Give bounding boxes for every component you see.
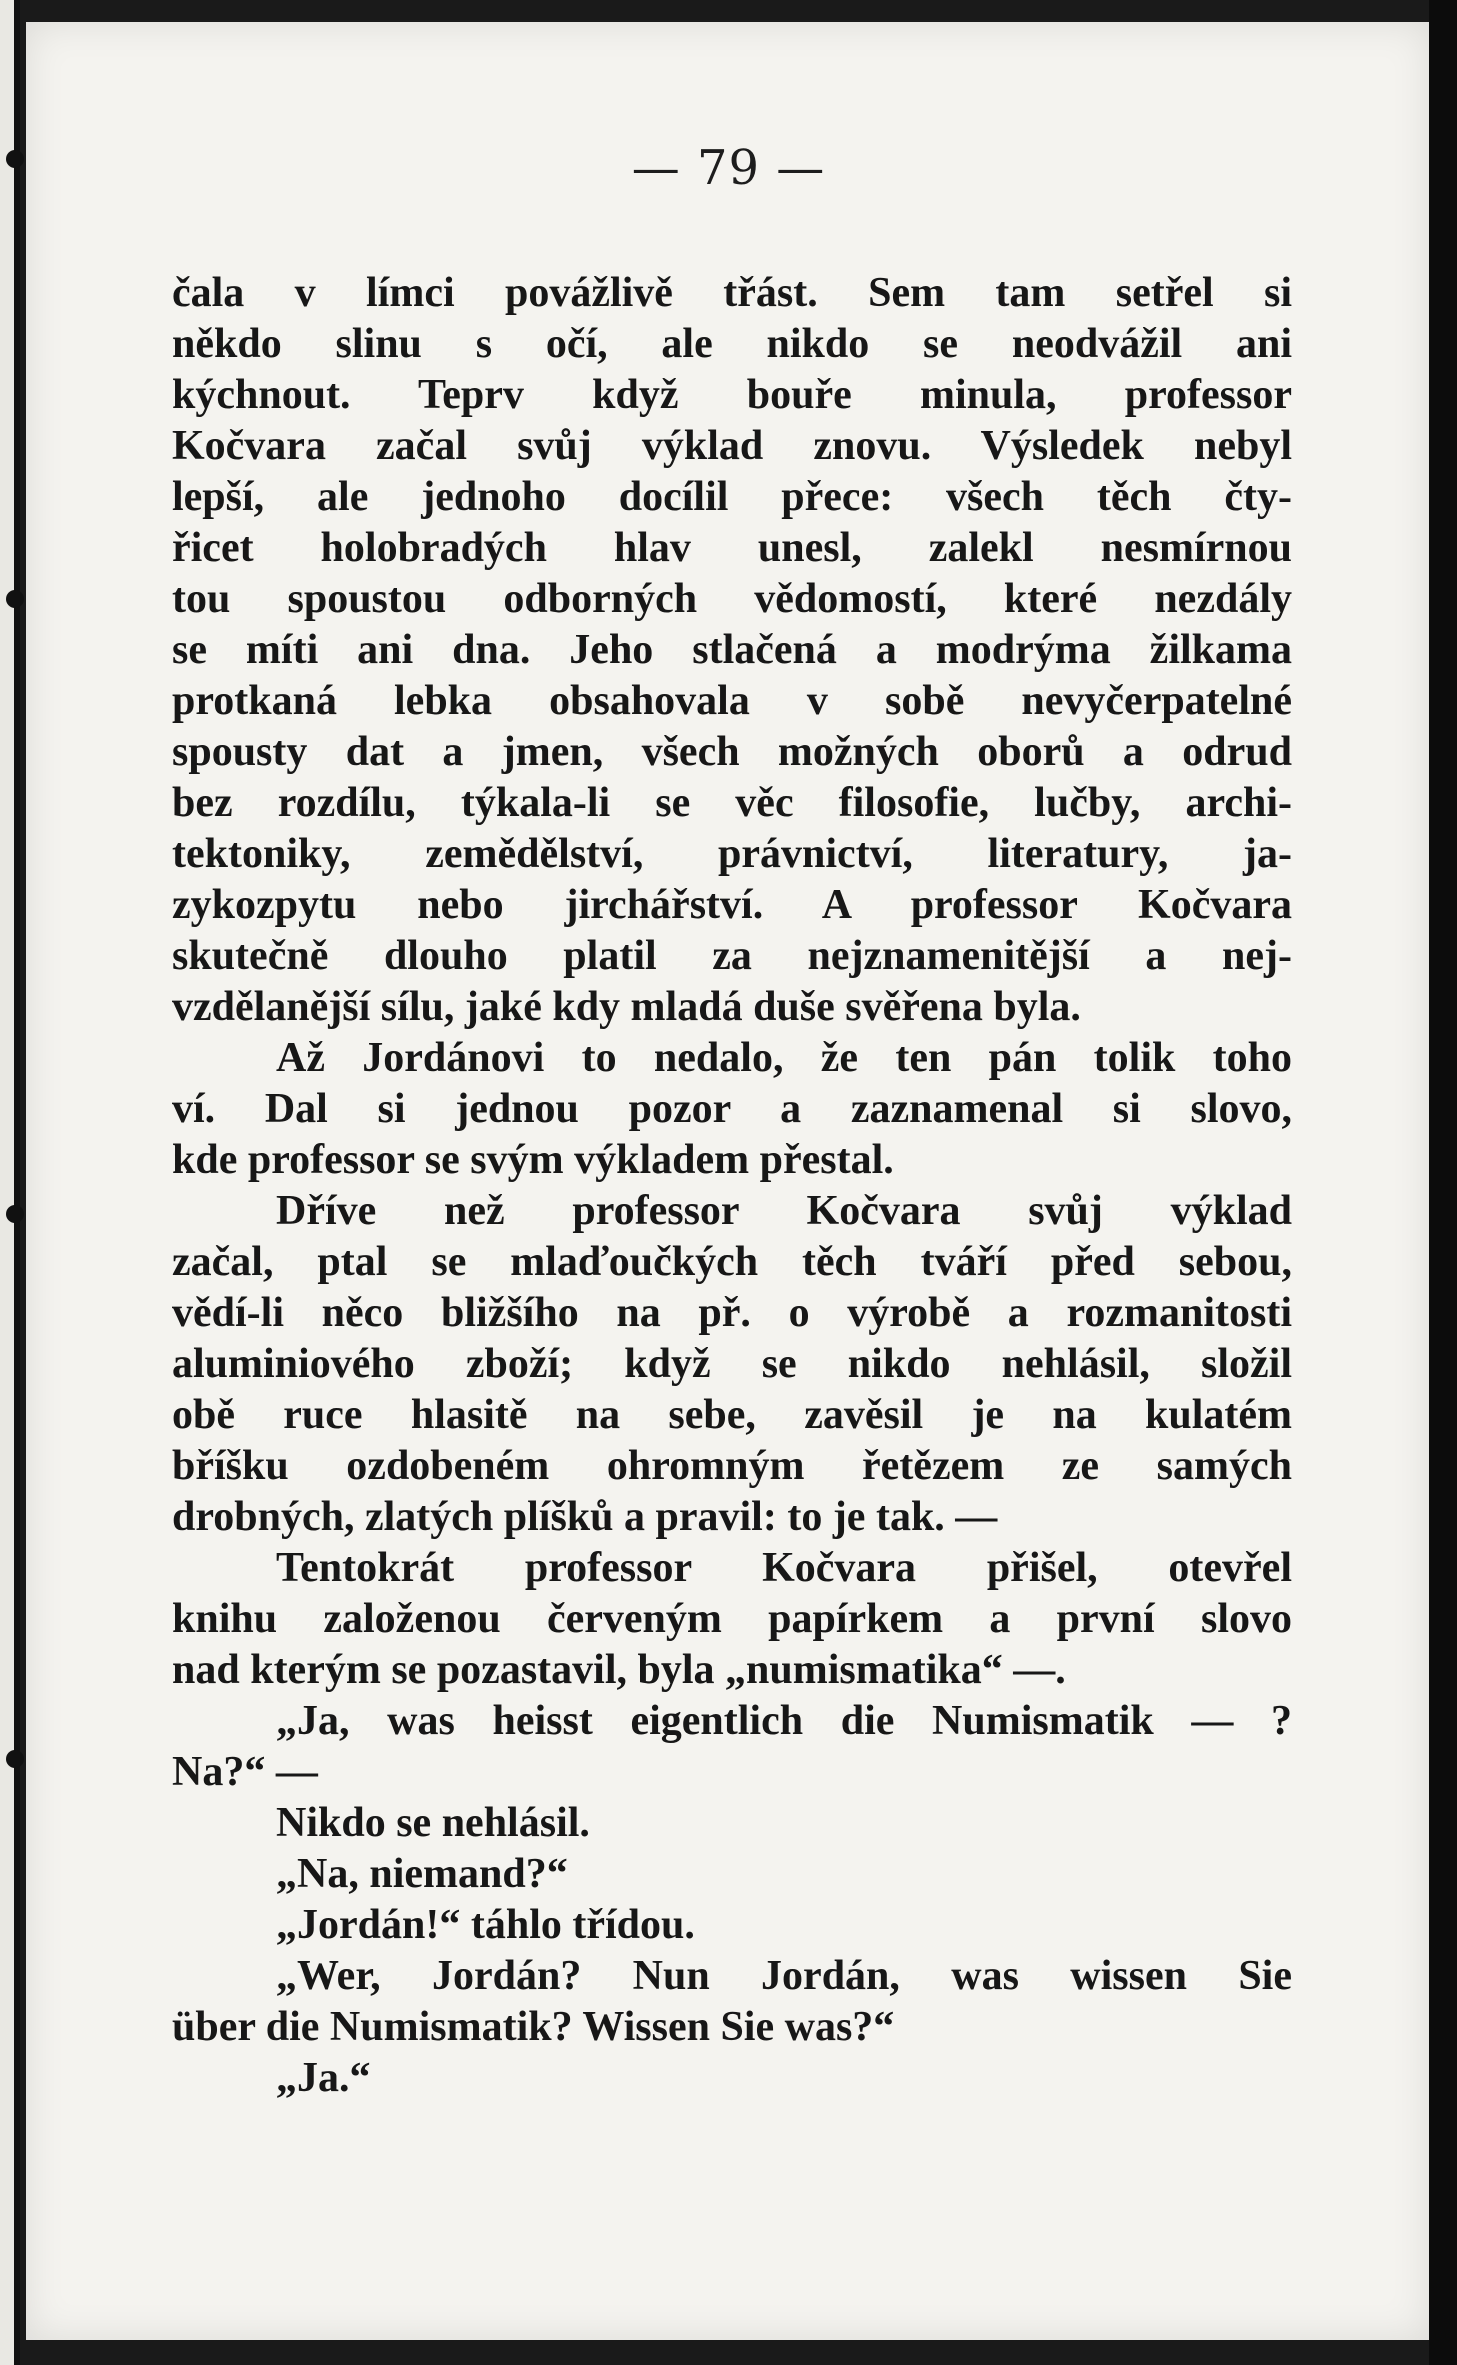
paragraph [172,1900,1292,1951]
text-line: kde professor se svým výkladem přestal. [172,1137,894,1183]
text-line: zykozpytu nebo jirchářství. A professor Kočvara [172,882,1292,928]
text-line: tektoniky, zemědělství, právnictví, literatury, ja- [172,831,1292,877]
text-line: „Jordán!“ táhlo třídou. [276,1902,695,1948]
paragraph [172,1186,1292,1543]
paragraph [172,1033,1292,1186]
text-line: drobných, zlatých plíšků a pravil: to je tak. — [172,1494,998,1540]
paragraph [172,1798,1292,1849]
text-line: vzdělanější sílu, jaké kdy mladá duše svěřena byla. [172,984,1081,1030]
paragraph [172,1696,1292,1798]
body-text [172,268,1292,2104]
left-margin-strip [0,0,14,2365]
text-line: obě ruce hlasitě na sebe, zavěsil je na kulatém [172,1392,1292,1438]
text-line: bříšku ozdobeném ohromným řetězem ze samých [172,1443,1292,1489]
text-line: Tentokrát professor Kočvara přišel, otevřel [276,1545,1292,1591]
text-line: Na?“ — [172,1749,318,1795]
left-binding-edge [14,0,20,2365]
text-line: vědí-li něco bližšího na př. o výrobě a rozmanitosti [172,1290,1292,1336]
text-line: protkaná lebka obsahovala v sobě nevyčerpatelné [172,678,1292,724]
paragraph [172,1951,1292,2053]
text-line: „Ja, was heisst eigentlich die Numismatik — ? [276,1698,1292,1744]
paragraph [172,2053,1292,2104]
text-line: „Ja.“ [276,2055,371,2101]
text-line: „Na, niemand?“ [276,1851,568,1897]
text-line: Nikdo se nehlásil. [276,1800,590,1846]
text-line: lepší, ale jednoho docílil přece: všech těch čty- [172,474,1292,520]
binding-mark [6,1205,24,1223]
text-line: kýchnout. Teprv když bouře minula, professor [172,372,1292,418]
text-line: aluminiového zboží; když se nikdo nehlásil, složil [172,1341,1292,1387]
binding-mark [6,1750,24,1768]
paragraph [172,1849,1292,1900]
right-page-edge [1429,0,1457,2365]
page-number: — 79 — [631,140,826,196]
text-line: über die Numismatik? Wissen Sie was?“ [172,2004,895,2050]
text-line: Dříve než professor Kočvara svůj výklad [276,1188,1292,1234]
text-line: řicet holobradých hlav unesl, zalekl nesmírnou [172,525,1292,571]
text-line: začal, ptal se mlaďoučkých těch tváří před sebou, [172,1239,1292,1285]
text-line: čala v límci povážlivě třást. Sem tam setřel si [172,270,1292,316]
text-line: skutečně dlouho platil za nejznamenitější a nej- [172,933,1292,979]
text-line: Až Jordánovi to nedalo, že ten pán tolik toho [276,1035,1292,1081]
paragraph [172,268,1292,1033]
binding-mark [6,590,24,608]
text-line: „Wer, Jordán? Nun Jordán, was wissen Sie [276,1953,1292,1999]
text-line: Kočvara začal svůj výklad znovu. Výsledek nebyl [172,423,1292,469]
text-line: tou spoustou odborných vědomostí, které nezdály [172,576,1292,622]
text-line: ví. Dal si jednou pozor a zaznamenal si slovo, [172,1086,1292,1132]
text-line: někdo slinu s očí, ale nikdo se neodvážil ani [172,321,1292,367]
text-line: spousty dat a jmen, všech možných oborů a odrud [172,729,1292,775]
text-line: se míti ani dna. Jeho stlačená a modrýma žilkama [172,627,1292,673]
text-line: nad kterým se pozastavil, byla „numismatika“ —. [172,1647,1066,1693]
text-line: bez rozdílu, týkala-li se věc filosofie, lučby, archi- [172,780,1292,826]
text-line: knihu založenou červeným papírkem a první slovo [172,1596,1292,1642]
paragraph [172,1543,1292,1696]
